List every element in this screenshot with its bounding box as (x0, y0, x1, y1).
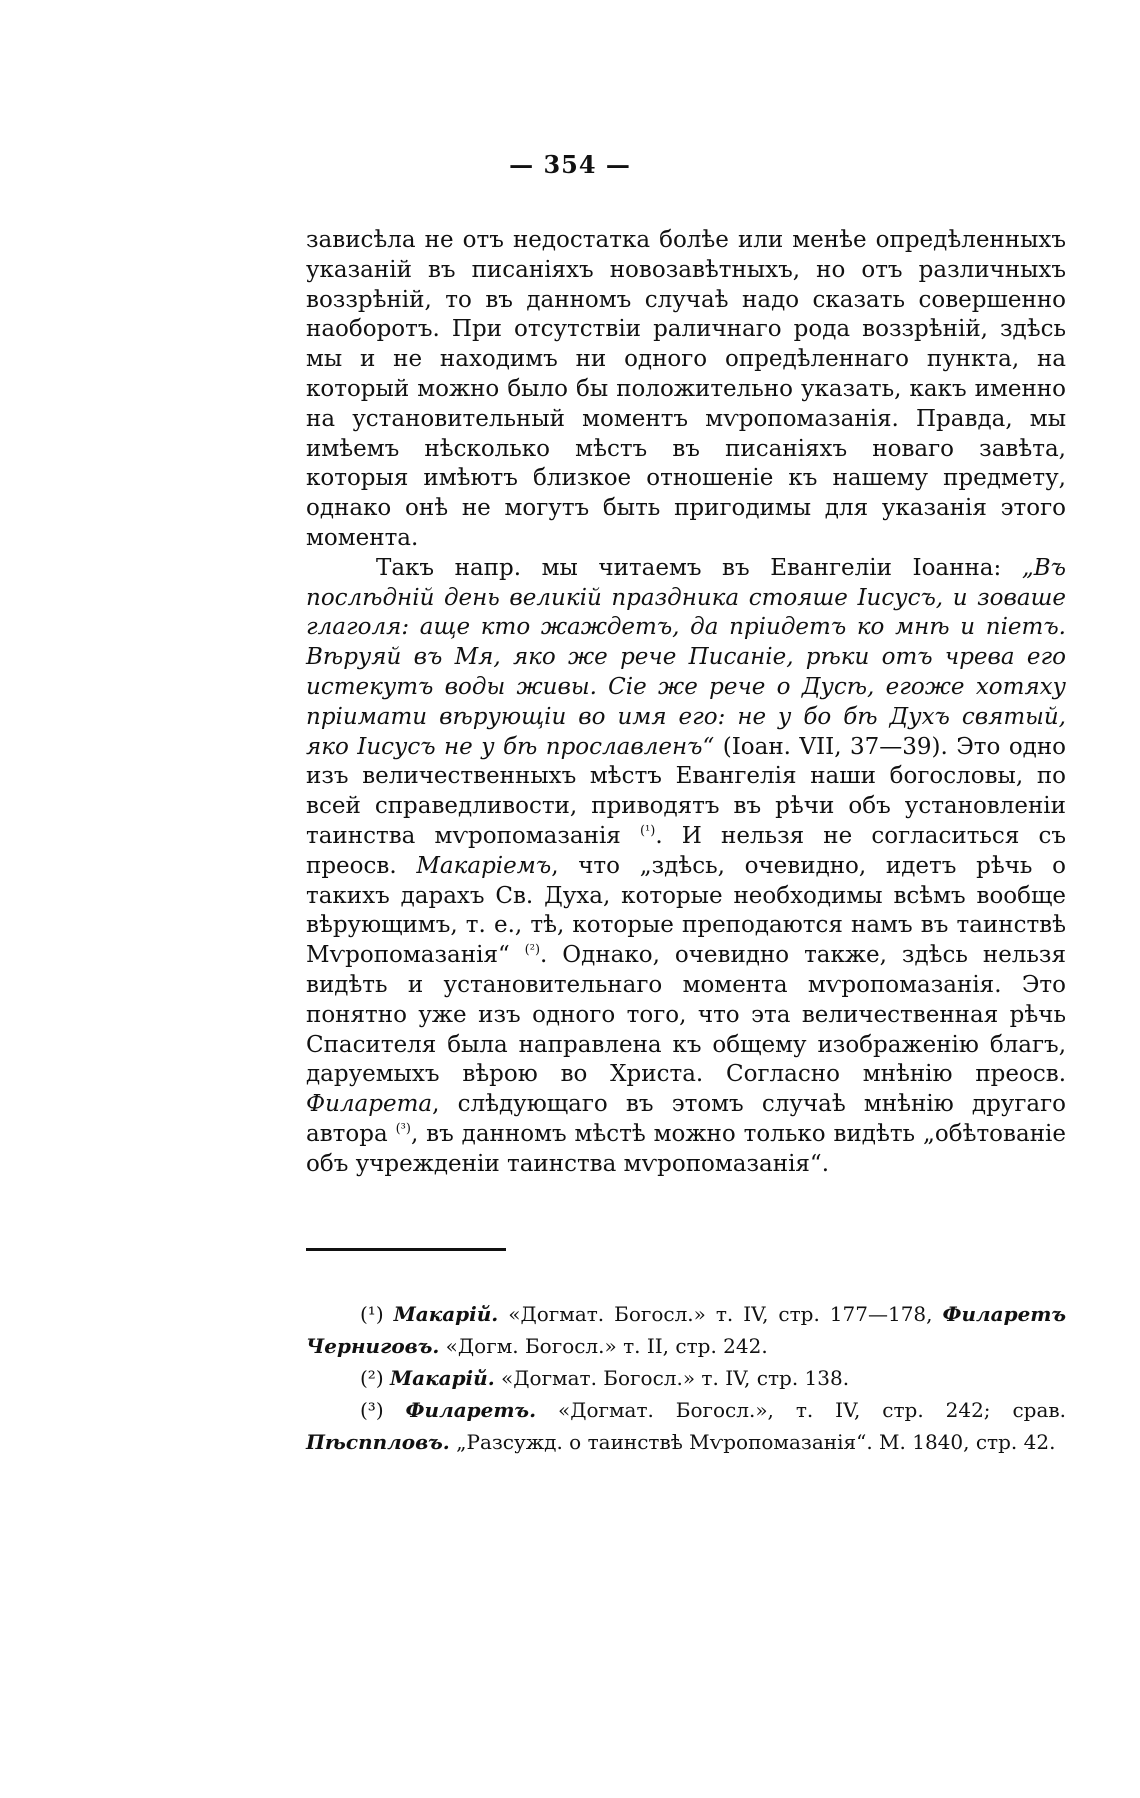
author-name-makary: Макаріемъ (416, 852, 552, 879)
page-number: — 354 — (509, 150, 631, 179)
paragraph-2-text-c: . Однако, очевидно также, здѣсь нельзя видѣть и установительнаго момента мѵропомазанія. Это понятно уже изъ одного того, что эта величественная рѣчь Спасителя была направлена къ общему изображенію благъ, даруемыхъ вѣрою во Христа. Согласно мнѣнію преосв. (306, 942, 1066, 1088)
footnote-3-author-2: Пѣсппловъ. (306, 1430, 450, 1454)
footnote-3-mark: (³) (360, 1398, 384, 1422)
footnote-divider (306, 1248, 506, 1251)
footnote-3-text-a: «Догмат. Богосл.», т. IV, стр. 242; срав. (536, 1398, 1067, 1422)
paragraph-2-text-e: , въ данномъ мѣстѣ можно только видѣть „обѣтованіе объ учрежденіи таинства мѵропомазанія“. (306, 1120, 1066, 1177)
footnote-1-author: Макарій. (393, 1302, 499, 1326)
footnote-2 (306, 1362, 1066, 1394)
paragraph-2-intro: Такъ напр. мы читаемъ въ Евангеліи Іоанна: (376, 554, 1022, 581)
gospel-quote: „Въ послѣдній день великій праздника стояше Іисусъ, и зоваше глаголя: аще кто жаждетъ, да пріидетъ ко мнѣ и піетъ. Вѣруяй въ Мя, яко же рече Писаніе, рѣки отъ чрева его истекутъ воды живы. Сіе же рече о Дусѣ, егоже хотяху пріимати вѣрующіи во имя его: не у бо бѣ Духъ святый, яко Іисусъ не у бѣ прославленъ“ (306, 554, 1066, 760)
main-text (306, 226, 1066, 1180)
footnote-ref-1: (¹) (639, 823, 656, 839)
paragraph-1: завиcѣла не отъ недостатка болѣе или менѣе опредѣленныхъ указаній въ писаніяхъ новозавѣтныхъ, но отъ различныхъ воззрѣній, то въ данномъ случаѣ надо сказать совершенно наоборотъ. При отсутствіи раличнаго рода воззрѣній, здѣсь мы и не находимъ ни одного опредѣленнаго пункта, на который можно было бы положительно указать, какъ именно на установительный моментъ мѵропомазанія. Правда, мы имѣемъ нѣсколько мѣстъ въ писаніяхъ новаго завѣта, которыя имѣютъ близкое отношеніе къ нашему предмету, однако онѣ не могутъ быть пригодимы для указанія этого момента. (306, 227, 1066, 551)
footnote-1-text-a: «Догмат. Богосл.» т. IV, стр. 177—178, (498, 1302, 943, 1326)
paragraph-2-text-d: , слѣдующаго въ этомъ случаѣ мнѣнію другаго автора (306, 1091, 1066, 1147)
paragraph-2-text-b: , что „здѣсь, очевидно, идетъ рѣчь о такихъ дарахъ Св. Духа, которые необходимы всѣмъ вообще вѣрующимъ, т. е., тѣ, которые преподаются намъ въ таинствѣ Мѵропомазанія“ (306, 852, 1066, 969)
paragraph-2 (306, 554, 1066, 1180)
footnote-3-author: Филаретъ. (405, 1398, 537, 1422)
footnote-ref-3: (³) (395, 1121, 411, 1137)
footnote-3 (306, 1394, 1066, 1458)
footnotes (306, 1298, 1066, 1458)
footnote-1-author-2: Филаретъ Черниговъ. (306, 1302, 1066, 1358)
footnote-1-mark: (¹) (360, 1302, 384, 1326)
footnote-2-text-a: «Догмат. Богосл.» т. IV, стр. 138. (494, 1366, 850, 1390)
footnote-ref-2: (²) (524, 942, 541, 958)
footnote-2-author: Макарій. (389, 1366, 495, 1390)
paragraph-2-text-a: . И нельзя не согласиться съ преосв. (306, 822, 1066, 879)
footnote-3-text-b: „Разсужд. о таинствѣ Мѵропомазанія“. М. 1840, стр. 42. (449, 1430, 1056, 1454)
footnote-2-mark: (²) (360, 1366, 384, 1390)
footnote-1 (306, 1298, 1066, 1362)
footnote-1-text-b: «Догм. Богосл.» т. II, стр. 242. (439, 1334, 768, 1358)
author-name-filaret: Филарета (306, 1091, 433, 1118)
gospel-reference: (Іоан. VII, 37—39). Это одно изъ величественныхъ мѣстъ Евангелія наши богословы, по всей справедливости, приводятъ въ рѣчи объ установленіи таинства мѵропомазанія (306, 733, 1067, 849)
